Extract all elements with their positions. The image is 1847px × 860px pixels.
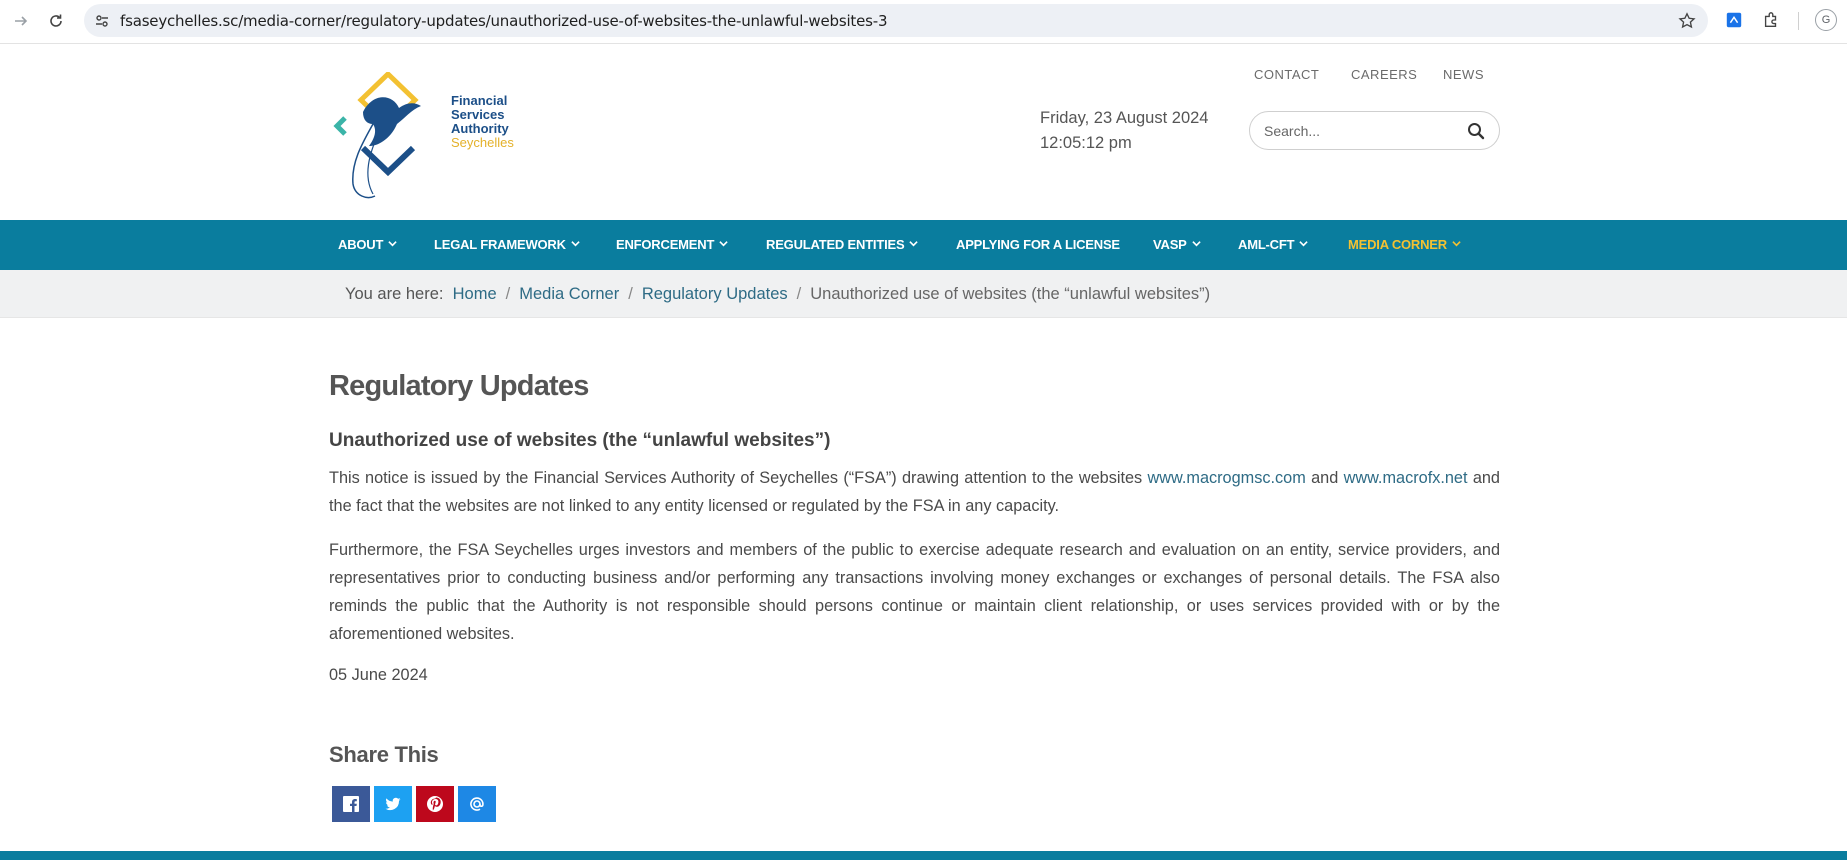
nav-item-aml-cft[interactable] [1238, 237, 1308, 252]
page-title: Regulatory Updates [329, 370, 589, 402]
url-text: fsaseychelles.sc/media-corner/regulatory-updates/unauthorized-use-of-websites-the-unlawful-websites-3 [120, 12, 888, 30]
svg-text:Seychelles: Seychelles [451, 135, 514, 150]
breadcrumb-regulatory-updates[interactable]: Regulatory Updates [641, 285, 788, 303]
puzzle-icon [1762, 11, 1780, 29]
nav-item-vasp[interactable] [1153, 237, 1201, 252]
nav-item-legal-framework[interactable] [434, 237, 580, 252]
nav-item-label: APPLYING FOR A LICENSE [956, 237, 1120, 252]
nav-item-about[interactable] [338, 237, 397, 252]
nav-item-label: LEGAL FRAMEWORK [434, 237, 566, 252]
pinterest-icon [426, 795, 444, 813]
fsa-logo[interactable] [333, 72, 523, 202]
share-buttons [332, 786, 496, 822]
forward-button[interactable] [8, 8, 34, 34]
twitter-icon [384, 795, 402, 813]
breadcrumb-home[interactable]: Home [452, 285, 497, 303]
header-time: 12:05:12 pm [1040, 134, 1132, 152]
contact-link[interactable]: CONTACT [1254, 67, 1320, 82]
address-bar[interactable] [84, 4, 1708, 37]
search-box [1249, 111, 1500, 150]
nav-item-label: ENFORCEMENT [616, 237, 715, 252]
breadcrumb [345, 285, 1210, 304]
nav-item-regulated-entities[interactable] [766, 237, 918, 252]
footer-strip [0, 851, 1847, 860]
at-sign-icon [468, 795, 486, 813]
bookmark-star-icon[interactable] [1678, 12, 1696, 30]
article-date: 05 June 2024 [329, 666, 428, 684]
paragraph-text: and [1305, 469, 1344, 487]
extensions-button[interactable] [1761, 10, 1781, 30]
article-paragraph-1 [329, 464, 1500, 520]
nav-item-label: MEDIA CORNER [1348, 237, 1447, 252]
toolbar-divider [1798, 12, 1799, 30]
breadcrumb-prefix: You are here: [345, 285, 444, 303]
facebook-icon [342, 795, 360, 813]
news-link[interactable]: NEWS [1443, 67, 1484, 82]
header-date: Friday, 23 August 2024 [1040, 109, 1209, 127]
breadcrumb-separator: / [628, 285, 633, 303]
careers-link[interactable]: CAREERS [1351, 67, 1418, 82]
paragraph-text: and the fact that the websites are not linked to any entity licensed or regulated by the FSA in any capacity. [329, 469, 1500, 515]
breadcrumb-current: Unauthorized use of websites (the “unlawful websites”) [810, 285, 1211, 303]
search-icon[interactable] [1467, 122, 1485, 140]
chevron-down-icon [1299, 239, 1308, 248]
nav-item-label: ABOUT [338, 237, 384, 252]
nav-item-label: VASP [1153, 237, 1187, 252]
svg-text:Services: Services [451, 107, 505, 122]
search-input[interactable] [1264, 121, 1454, 141]
chevron-down-icon [719, 239, 728, 248]
share-facebook-button[interactable] [332, 786, 370, 822]
chevron-down-icon [571, 239, 580, 248]
macrofx-link[interactable]: www.macrofx.net [1343, 469, 1468, 487]
article-title: Unauthorized use of websites (the “unlawful websites”) [329, 430, 831, 451]
article-paragraph-2: Furthermore, the FSA Seychelles urges investors and members of the public to exercise adequate research and evaluation on an entity, service providers, and representatives prior to conducting business and/or performing any transactions involving money exchanges or exchanges of personal details. The FSA also reminds the public that the Authority is not responsible should persons continue or maintain client relationship, or uses services provided with or by the aforementioned websites. [329, 541, 1500, 643]
header-datetime [1040, 106, 1208, 156]
chevron-down-icon [1192, 239, 1201, 248]
nav-item-media-corner[interactable] [1348, 237, 1461, 252]
share-twitter-button[interactable] [374, 786, 412, 822]
breadcrumb-separator: / [505, 285, 511, 303]
macrogmsc-link[interactable]: www.macrogmsc.com [1147, 469, 1306, 487]
arrow-right-icon [13, 13, 29, 29]
extension-icon[interactable] [1724, 10, 1744, 30]
chevron-down-icon [909, 239, 918, 248]
fsa-bird-logo [333, 72, 523, 202]
chevron-down-icon [388, 239, 397, 248]
main-navigation [0, 220, 1847, 270]
screen-capture-icon [1725, 11, 1743, 29]
nav-item-label: AML-CFT [1238, 237, 1295, 252]
svg-text:Financial: Financial [451, 93, 508, 108]
reload-button[interactable] [43, 8, 69, 34]
nav-item-label: REGULATED ENTITIES [766, 237, 905, 252]
breadcrumb-bar [0, 270, 1847, 318]
reload-icon [48, 13, 64, 29]
profile-avatar[interactable]: G [1815, 9, 1837, 31]
share-title: Share This [329, 742, 439, 767]
breadcrumb-separator: / [796, 285, 802, 303]
breadcrumb-media-corner[interactable]: Media Corner [519, 285, 620, 303]
paragraph-text: This notice is issued by the Financial Services Authority of Seychelles (“FSA”) drawing attention to the websites [329, 469, 1148, 487]
nav-item-enforcement[interactable] [616, 237, 728, 252]
svg-text:Authority: Authority [451, 121, 509, 136]
site-info-icon[interactable] [94, 13, 110, 29]
browser-toolbar [0, 0, 1847, 44]
share-pinterest-button[interactable] [416, 786, 454, 822]
nav-item-applying-for-a-license[interactable] [956, 237, 1120, 252]
chevron-down-icon [1452, 239, 1461, 248]
article-content [329, 370, 1500, 767]
share-email-button[interactable] [458, 786, 496, 822]
